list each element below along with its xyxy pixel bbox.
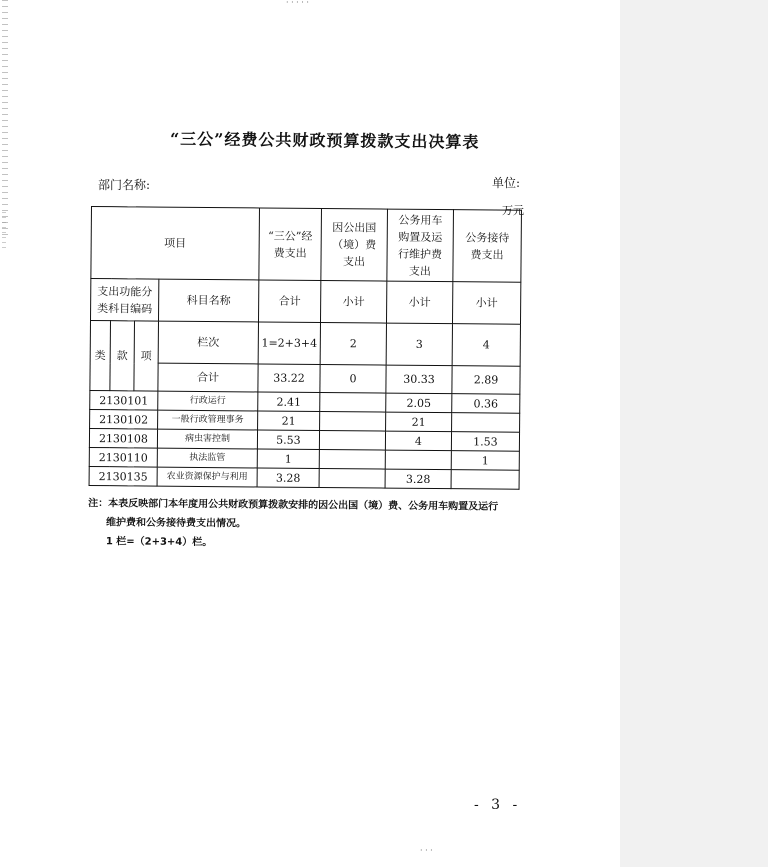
col2-number: 2: [320, 323, 386, 366]
row-c1: 1: [257, 449, 319, 469]
subtotal-header: 小计: [386, 281, 452, 324]
row-c4: 1.53: [451, 432, 519, 452]
row-c2: [319, 469, 385, 489]
scan-edge-noise: [2, 212, 6, 252]
row-c1: 5.53: [257, 430, 319, 450]
scan-edge-noise: [2, 0, 8, 240]
table-note: [88, 494, 528, 555]
row-name: 病虫害控制: [157, 429, 257, 449]
scan-specks: · · · · ·: [286, 0, 309, 7]
row-name: 执法监管: [157, 448, 257, 468]
col1-header: “三公”经费支出: [259, 208, 322, 281]
subtotal-header: 小计: [452, 282, 520, 325]
row-c3: 4: [385, 431, 451, 451]
row-c1: 21: [258, 411, 320, 431]
row-c4: [452, 413, 520, 433]
column-number-row: [90, 321, 520, 367]
row-c4: 0.36: [452, 394, 520, 414]
row-code: 2130101: [90, 390, 158, 410]
total-header: 合计: [258, 280, 320, 323]
row-code: 2130135: [89, 466, 157, 486]
row-c2: [320, 412, 386, 432]
row-name: 一般行政管理事务: [158, 410, 258, 430]
row-c2: [319, 431, 385, 451]
row-code: 2130110: [89, 447, 157, 467]
expenditure-table: [89, 206, 522, 490]
col1-number: 1=2+3+4: [258, 322, 320, 365]
col4-header: 公务接待费支出: [453, 210, 522, 283]
row-c3: 21: [386, 412, 452, 432]
lei-header: 类: [90, 321, 111, 391]
row-code: 2130108: [89, 428, 157, 448]
page-number: - 3 -: [474, 797, 522, 813]
row-c3: 3.28: [385, 469, 451, 489]
col2-header: 因公出国（境）费支出: [321, 209, 388, 282]
total-c2: 0: [320, 365, 386, 394]
header-row: [91, 207, 522, 283]
row-c1: 3.28: [257, 468, 319, 488]
column-no-label: 栏次: [158, 321, 258, 364]
col3-number: 3: [386, 323, 452, 366]
col3-header: 公务用车购置及运行维护费支出: [387, 209, 454, 282]
page-title: “三公”经费公共财政预算拨款支出决算表: [169, 129, 480, 152]
subtotal-header: 小计: [320, 281, 386, 324]
note-line: 注：本表反映部门本年度用公共财政预算拨款安排的因公出国（境）费、公务用车购置及运行: [88, 498, 499, 513]
row-c1: 2.41: [258, 392, 320, 412]
row-name: 农业资源保护与利用: [157, 467, 257, 487]
row-c2: [319, 450, 385, 470]
total-c3: 30.33: [386, 365, 452, 394]
func-class-header: 支出功能分类科目编码: [91, 279, 159, 322]
total-label: 合计: [158, 363, 258, 392]
total-c4: 2.89: [452, 366, 520, 395]
row-c3: 2.05: [386, 393, 452, 413]
col4-number: 4: [452, 324, 520, 367]
total-c1: 33.22: [258, 364, 320, 393]
row-c2: [320, 393, 386, 413]
row-c4: 1: [451, 451, 519, 471]
row-code: 2130102: [90, 409, 158, 429]
xiang-header: 项: [134, 321, 159, 391]
department-label: 部门名称:: [98, 178, 151, 192]
subheader-row: [91, 279, 521, 325]
table-row: [89, 466, 519, 489]
row-c3: [385, 450, 451, 470]
viewer-background: [620, 0, 768, 867]
note-line: 1 栏=（2+3+4）栏。: [105, 536, 213, 549]
unit-value: 万元: [502, 204, 524, 217]
row-name: 行政运行: [158, 391, 258, 411]
note-line: 维护费和公务接待费支出情况。: [105, 517, 247, 530]
scan-specks: · · ·: [420, 846, 433, 855]
kuan-header: 款: [110, 321, 135, 391]
row-c4: [451, 470, 519, 490]
subject-name-header: 科目名称: [158, 279, 258, 322]
item-header: 项目: [91, 207, 260, 280]
unit-label: 单位:: [492, 176, 521, 190]
